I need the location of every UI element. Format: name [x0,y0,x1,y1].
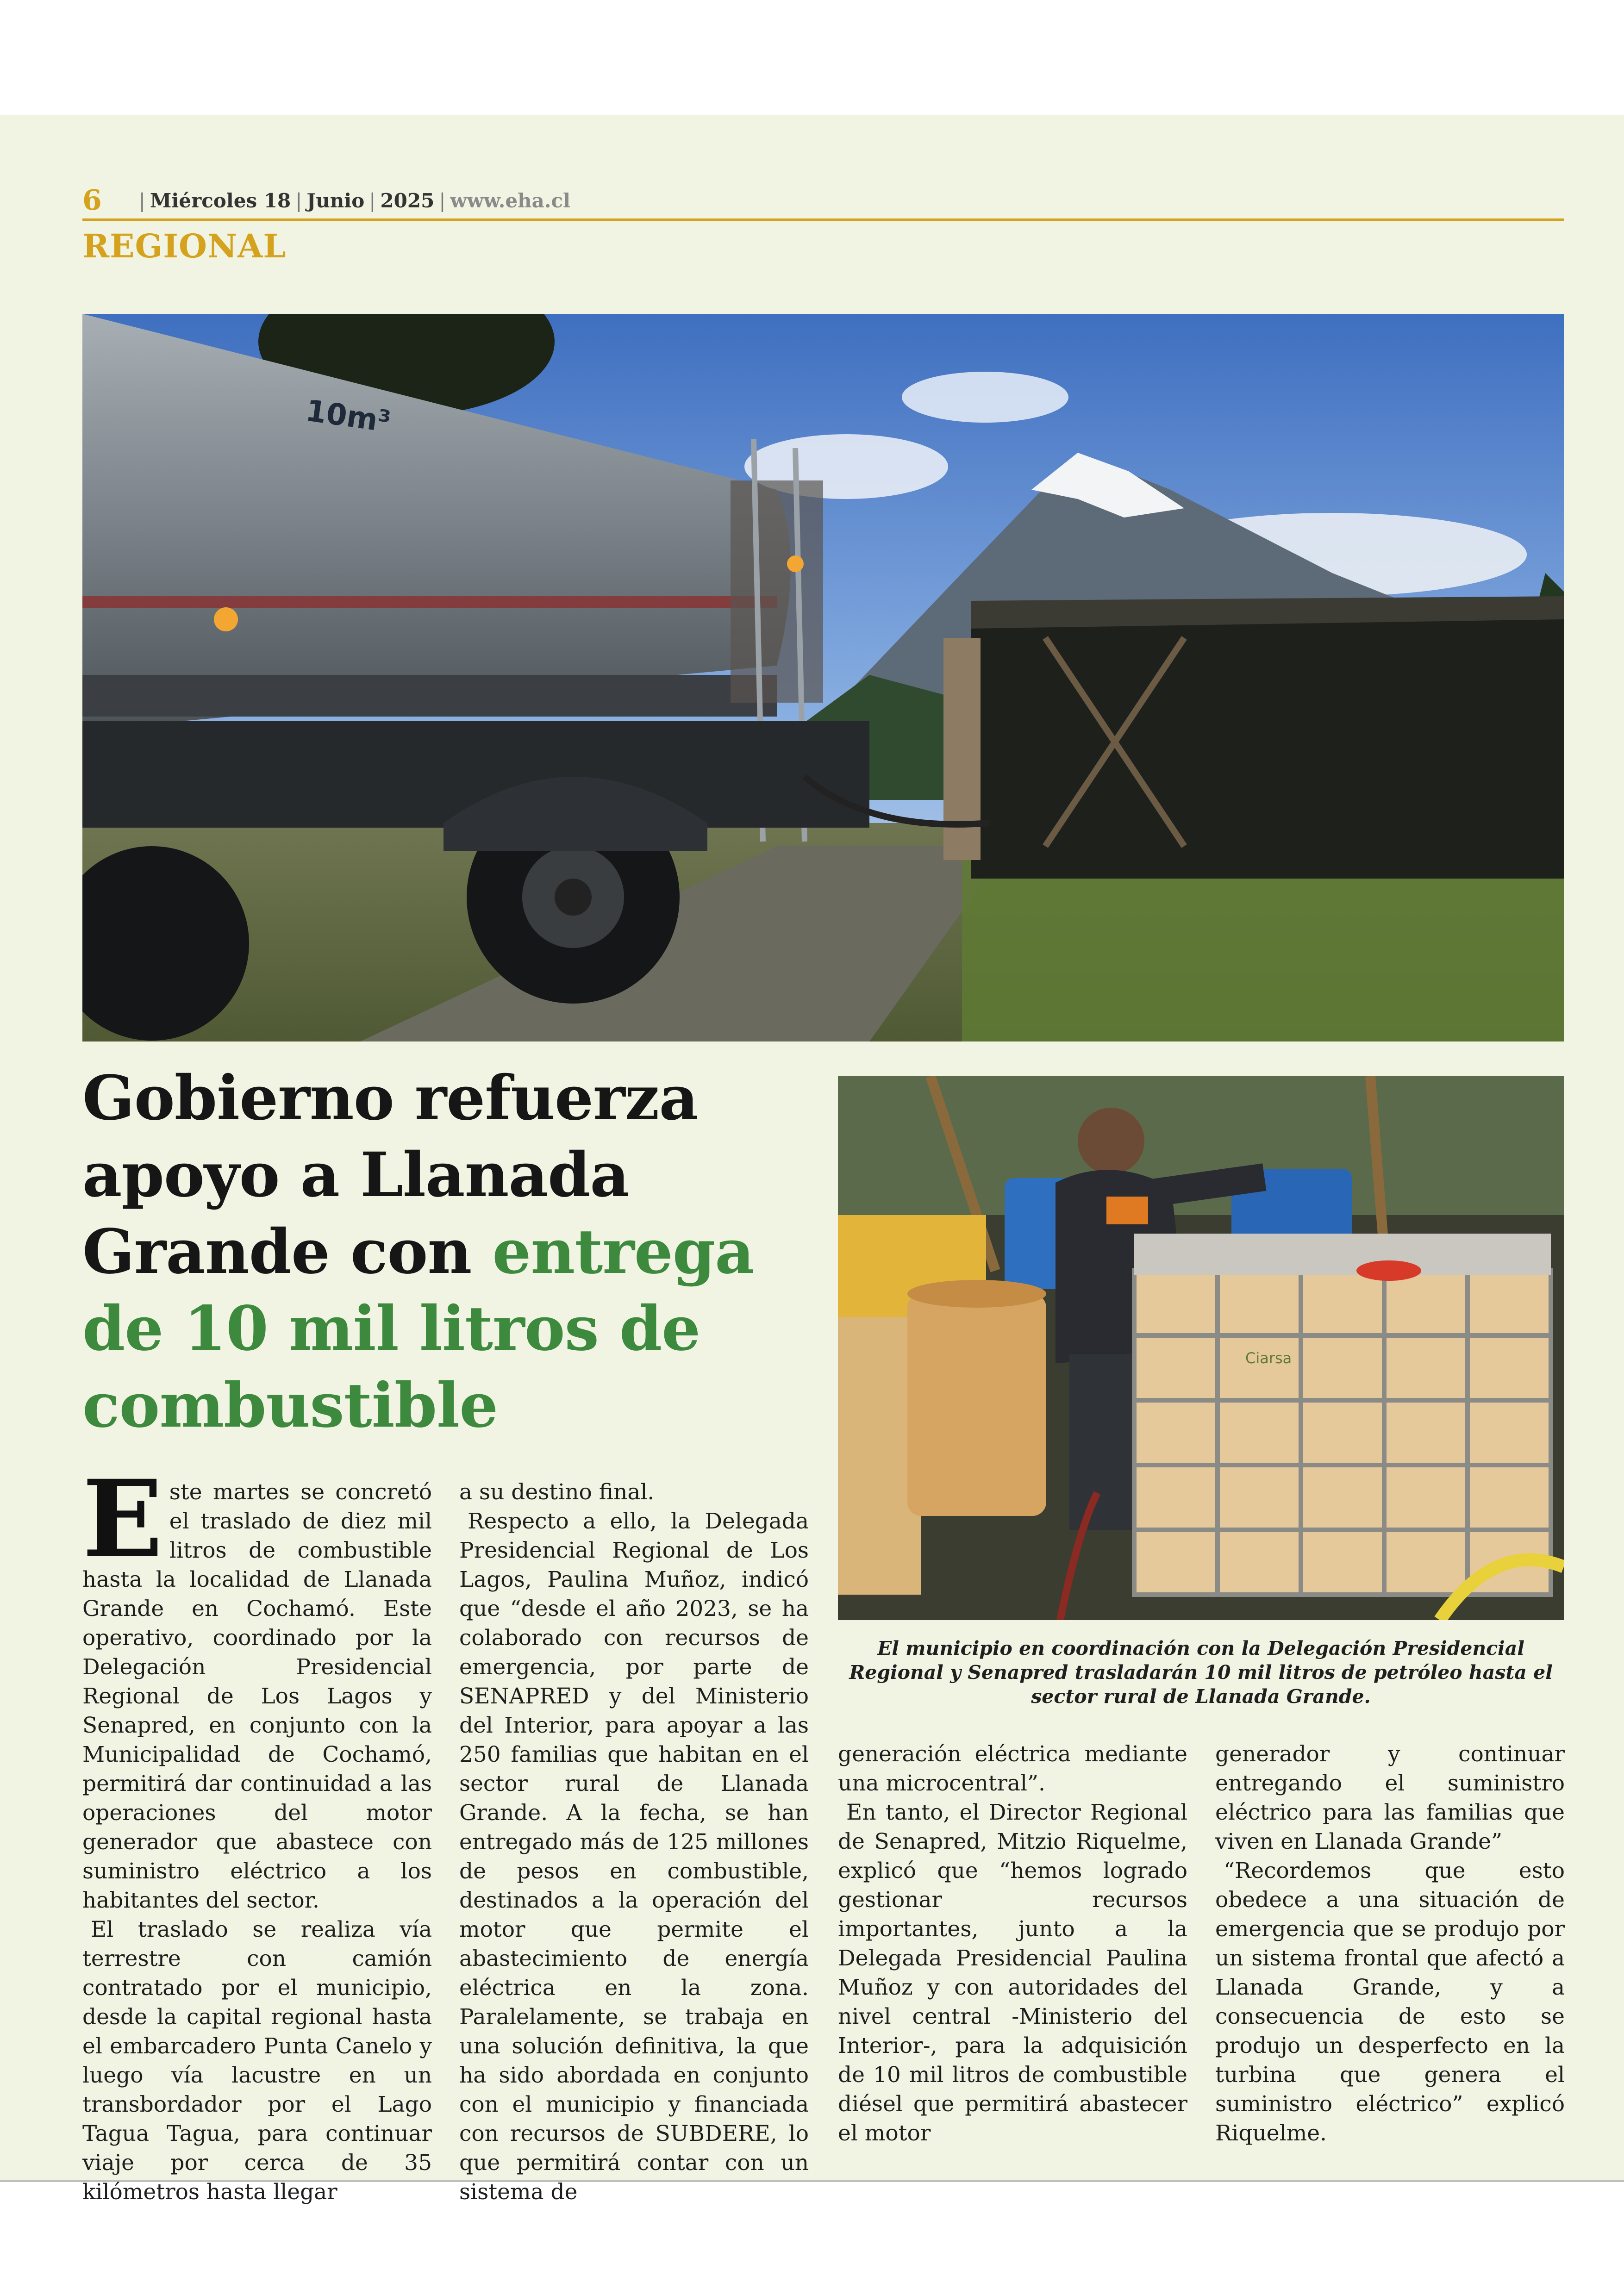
col4-paragraph-2: “Recordemos que esto obedece a una situación de emergencia que se produjo por un sistema frontal que afectó a Llanada Grande, y a consecuencia de esto se produjo un desperfecto en la turbina que genera el suministro eléctrico” explicó Riquelme. [1215,1858,1565,2146]
header-month: Junio [306,189,365,212]
col2-paragraph-2: Respecto a ello, la Delegada Presidencial Regional de Los Lagos, Paulina Muñoz, indicó que “desde el año 2023, se ha colaborado con recursos de emergencia, por parte de SENAPRED y del Ministerio del Interior, para apoyar a las 250 familias que habitan en el sector rural de Llanada Grande. A la fecha, se han entregado más de 125 millones de pesos en combustible, destinados a la operación del motor que permite el abastecimiento de energía eléctrica en la zona. Paralelamente, se trabaja en una solución definitiva, la que ha sido abordada en conjunto con el municipio y financiada con recursos de SUBDERE, lo que permitirá contar con un sistema de [459,1509,809,2205]
headline-part-black: Gobierno refuerza apoyo a Llanada Grande con [82,1062,699,1288]
col1-paragraph-2: El traslado se realiza vía terrestre con camión contratado por el municipio, desde la capital regional hasta el embarcadero Punta Canelo y luego vía lacustre en un transbordador por el Lago Tagua Tagua, para continuar viaje por cerca de 35 kilómetros hasta llegar [82,1917,432,2205]
header-divider [82,218,1564,221]
tanker-truck-photo [82,314,1564,1041]
col2-paragraph-1: a su destino final. [459,1479,655,1505]
article-column-3 [838,1740,1187,2148]
header-day: Miércoles 18 [150,189,291,212]
header-year: 2025 [380,189,435,212]
headline [82,1060,814,1444]
section-title: REGIONAL [82,227,287,265]
page-header: 6 | Miércoles 18 | Junio | 2025 | www.eha.cl [82,184,570,217]
col3-paragraph-2: En tanto, el Director Regional de Senapred, Mitzio Riquelme, explicó que “hemos logrado gestionar recursos importantes, junto a la Delegada Presidencial Paulina Muñoz y con autoridades del nivel central -Ministerio del Interior-, para la adquisición de 10 mil litros de combustible diésel que permitirá abastecer el motor [838,1800,1187,2146]
col3-paragraph-1: generación eléctrica mediante una microcentral”. [838,1741,1187,1796]
fuel-containers-photo [838,1076,1564,1620]
col1-paragraph-1: ste martes se concretó el traslado de diez mil litros de combustible hasta la localidad de Llanada Grande en Cochamó. Este operativo, coordinado por la Delegación Presidencial Regional de Los Lagos y Senapred, en conjunto con la Municipalidad de Cochamó, permitirá dar continuidad a las operaciones del motor generador que abastece con suministro eléctrico a los habitantes del sector. [82,1479,432,1913]
page-number: 6 [82,184,102,217]
article-column-1 [82,1457,432,2207]
container-label: Ciarsa [1245,1349,1292,1367]
header-website[interactable]: www.eha.cl [450,189,570,212]
headline-part-green: entrega de 10 mil litros de combustible [82,1216,754,1441]
dropcap: E [82,1457,163,1581]
article-column-4 [1215,1740,1565,2148]
article-column-2 [459,1478,809,2207]
col4-paragraph-1: generador y continuar entregando el suministro eléctrico para las familias que viven en Llanada Grande” [1215,1741,1565,1854]
photo-caption: El municipio en coordinación con la Delegación Presidencial Regional y Senapred trasladarán 10 mil litros de petróleo hasta el sector rural de Llanada Grande. [849,1637,1553,1708]
tank-capacity-label: 10m³ [303,393,393,440]
